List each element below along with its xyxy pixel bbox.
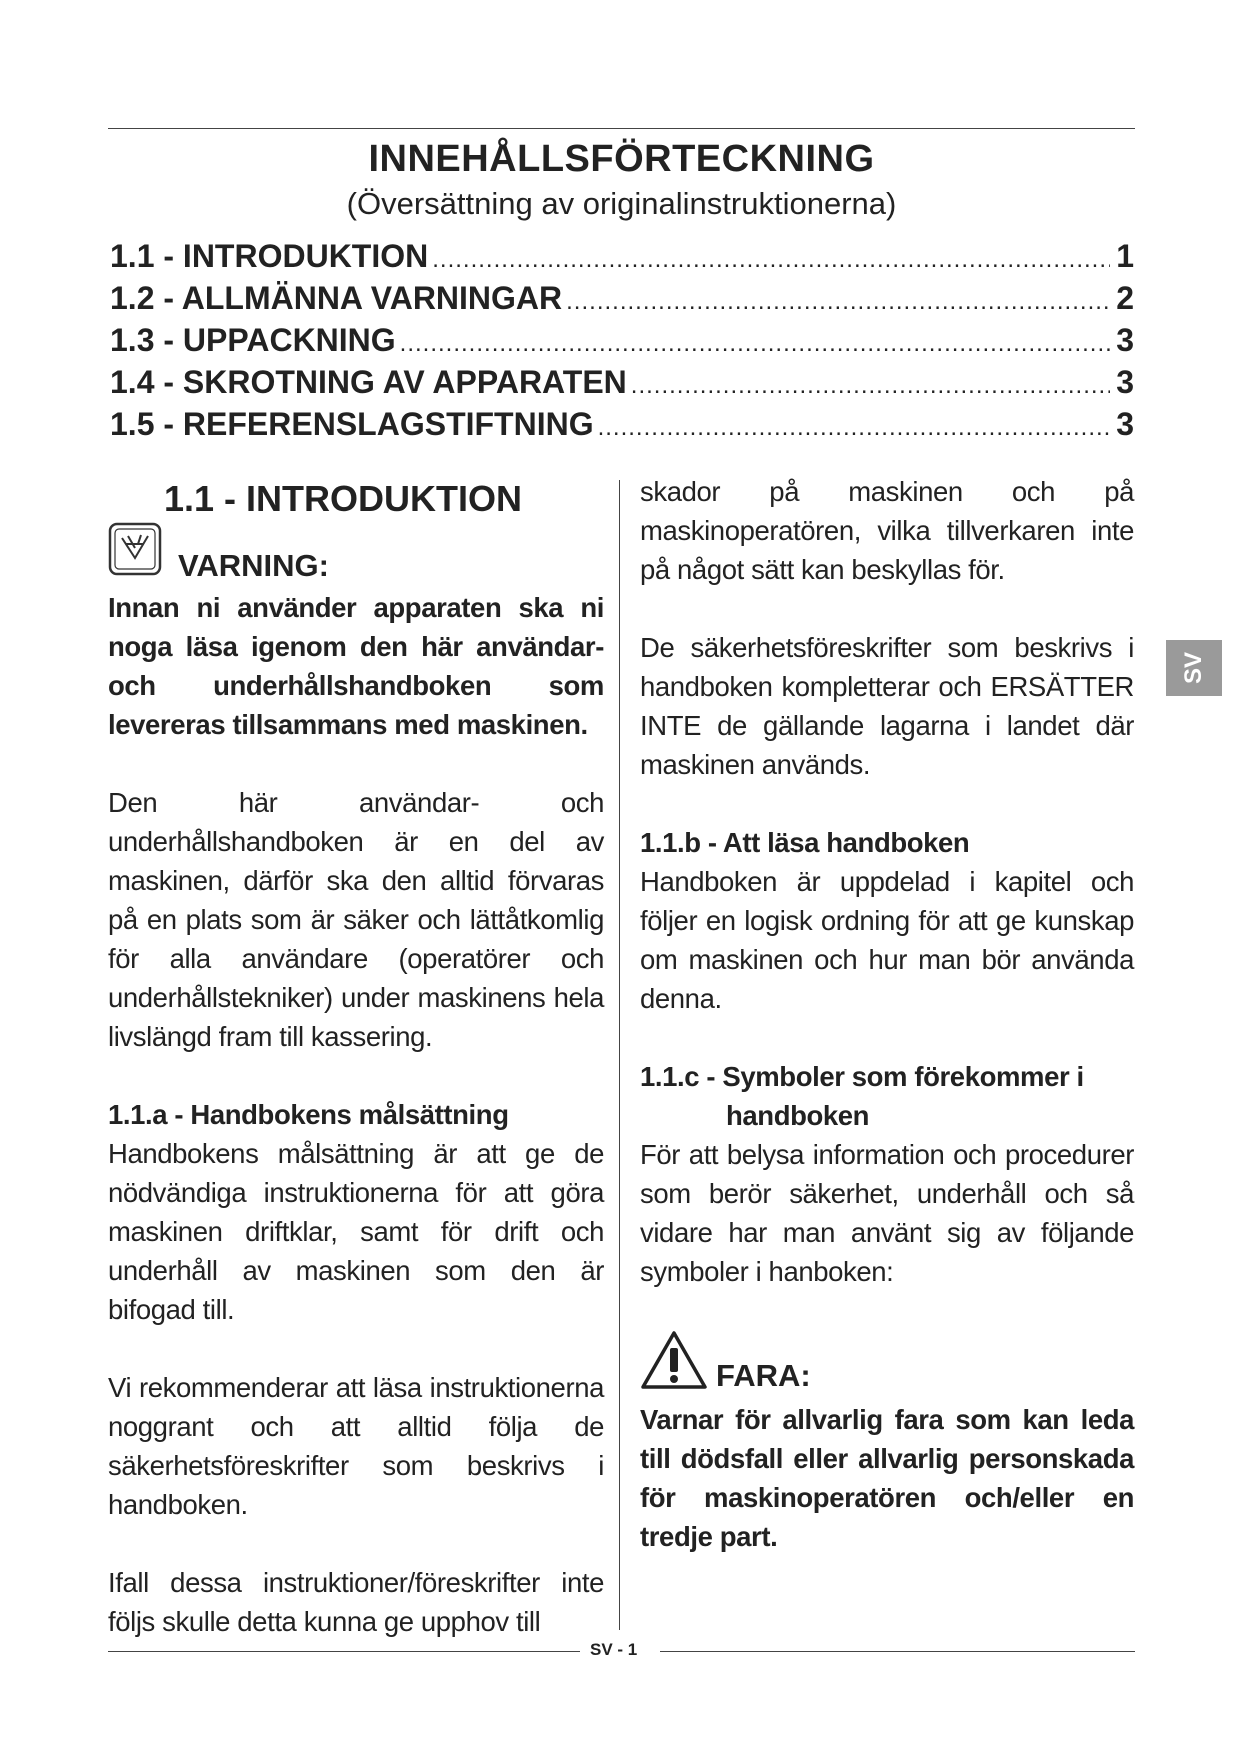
toc-entry[interactable]	[110, 322, 1134, 364]
toc-entry[interactable]	[110, 238, 1134, 280]
subheading-1-1-c-line2: handboken	[726, 1100, 870, 1131]
paragraph-manual-part: Den här användar- och underhållshandboken är en del av maskinen, därför ska den alltid förvaras på en plats som är säker och lättåtkomlig för alla användare (operatörer och underhållstekniker) under maskinens hela livslängd fram till kassering.	[108, 787, 604, 1052]
paragraph-safety-rules: De säkerhetsföreskrifter som beskrivs i handboken kompletterar och ERSÄTTER INTE de gällande lagarna i landet där maskinen används.	[640, 632, 1134, 780]
table-of-contents	[110, 238, 1134, 448]
right-column	[640, 472, 1134, 1291]
paragraph-ifall: Ifall dessa instruktioner/föreskrifter inte följs skulle detta kunna ge upphov till	[108, 1567, 604, 1637]
toc-leader-dots	[400, 330, 1111, 358]
warning-label: VARNING:	[178, 548, 329, 583]
toc-entry-page: 3	[1116, 322, 1134, 358]
danger-block	[640, 1400, 1134, 1556]
paragraph-recommend: Vi rekommenderar att läsa instruktionerna noggrant och att alltid följa de säkerhetsföreskrifter som beskrivs i handboken.	[108, 1372, 604, 1520]
toc-entry-label: 1.5 - REFERENSLAGSTIFTNING	[110, 406, 594, 442]
language-tab-label: SV	[1180, 651, 1207, 685]
toc-leader-dots	[566, 288, 1110, 316]
language-tab[interactable]	[1166, 640, 1222, 696]
paragraph-reading: Handboken är uppdelad i kapitel och följer en logisk ordning för att ge kunskap om maskinen och hur man bör använda denna.	[640, 866, 1134, 1014]
subheading-1-1-c-line1: 1.1.c - Symboler som förekommer i	[640, 1061, 1084, 1092]
manual-warning-icon	[108, 522, 162, 576]
toc-entry-label: 1.1 - INTRODUKTION	[110, 238, 429, 274]
toc-entry-page: 1	[1116, 238, 1134, 274]
paragraph-continued: skador på maskinen och på maskinoperatören, vilka tillverkaren inte på något sätt kan beskyllas för.	[640, 476, 1134, 585]
warning-text: Innan ni använder apparaten ska ni noga läsa igenom den här användar- och underhållshandboken som levereras tillsammans med maskinen.	[108, 592, 604, 740]
toc-subtitle: (Översättning av originalinstruktionerna)	[346, 186, 897, 221]
footer-rule-left	[108, 1651, 580, 1652]
top-rule	[108, 128, 1135, 129]
paragraph-symbols: För att belysa information och procedurer som berör säkerhet, underhåll och så vidare har man använt sig av följande symboler i hanboken:	[640, 1139, 1134, 1287]
toc-entry[interactable]	[110, 280, 1134, 322]
danger-text: Varnar för allvarlig fara som kan leda till dödsfall eller allvarlig personskada för maskinoperatören och/eller en tredje part.	[640, 1404, 1134, 1552]
toc-entry-label: 1.4 - SKROTNING AV APPARATEN	[110, 364, 627, 400]
subheading-1-1-a: 1.1.a - Handbokens målsättning	[108, 1099, 509, 1130]
danger-triangle-icon	[640, 1330, 708, 1390]
danger-label: FARA:	[716, 1358, 811, 1393]
toc-entry-label: 1.2 - ALLMÄNNA VARNINGAR	[110, 280, 563, 316]
toc-leader-dots	[631, 372, 1110, 400]
column-divider	[619, 480, 620, 1630]
section-heading: 1.1 - INTRODUKTION	[164, 478, 523, 519]
toc-leader-dots	[432, 246, 1110, 274]
toc-entry-page: 2	[1116, 280, 1134, 316]
toc-entry-label: 1.3 - UPPACKNING	[110, 322, 396, 358]
toc-entry[interactable]	[110, 364, 1134, 406]
paragraph-purpose: Handbokens målsättning är att ge de nödvändiga instruktionerna för att göra maskinen driftklar, samt för drift och underhåll av maskinen som den är bifogad till.	[108, 1138, 604, 1325]
toc-leader-dots	[598, 414, 1111, 442]
left-column	[108, 588, 604, 1641]
toc-entry-page: 3	[1116, 406, 1134, 442]
toc-entry-page: 3	[1116, 364, 1134, 400]
subheading-1-1-b: 1.1.b - Att läsa handboken	[640, 827, 970, 858]
page-number: SV - 1	[590, 1640, 638, 1659]
footer-rule-right	[660, 1651, 1135, 1652]
toc-title: INNEHÅLLSFÖRTECKNING	[368, 138, 875, 180]
toc-entry[interactable]	[110, 406, 1134, 448]
